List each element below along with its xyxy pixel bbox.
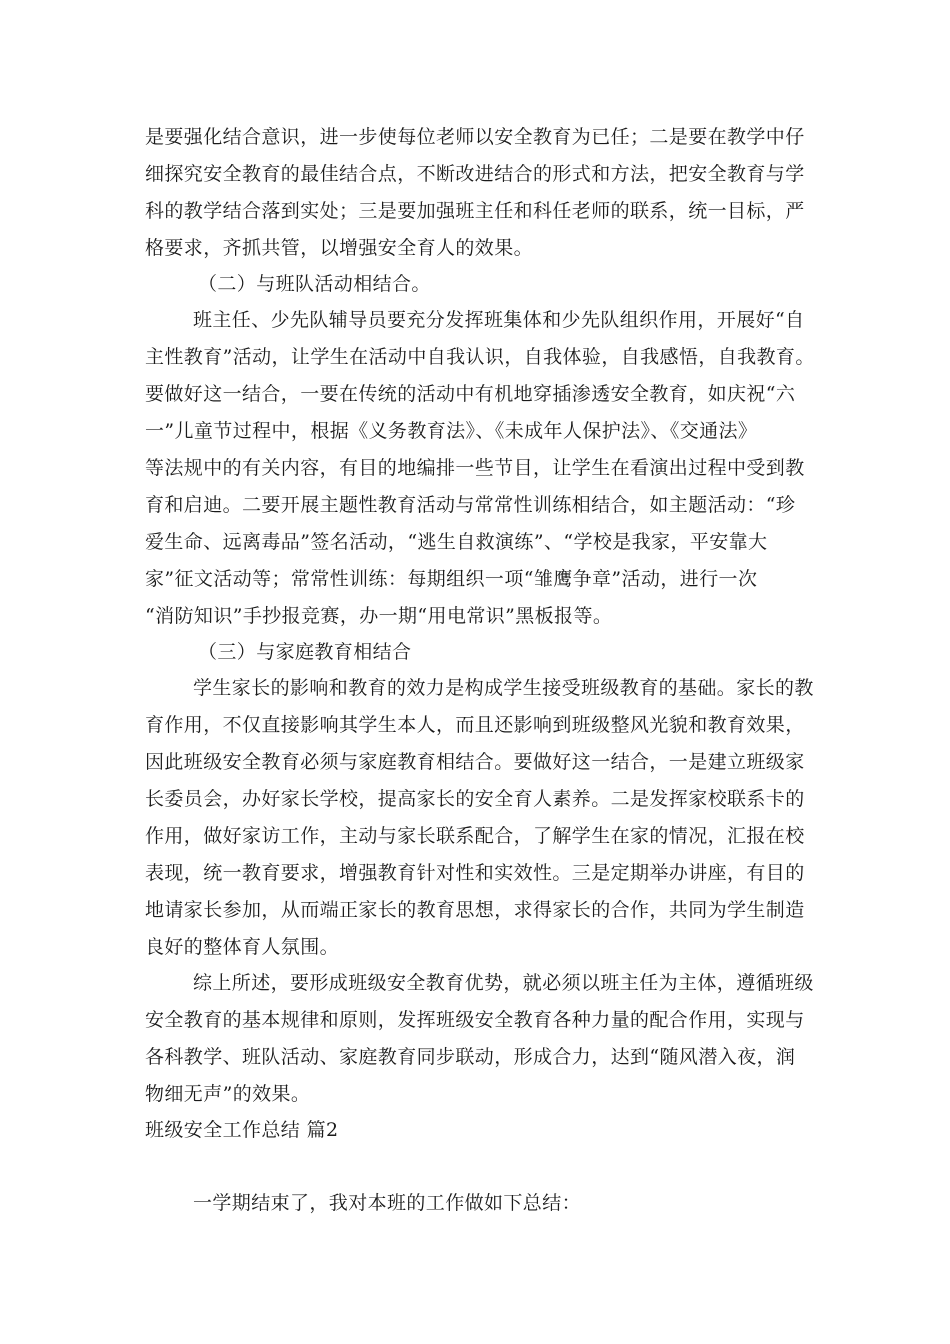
- paragraph-line: 一学期结束了，我对本班的工作做如下总结：: [193, 1192, 582, 1214]
- paragraph-line: 育作用，不仅直接影响其学生本人，而且还影响到班级整风光貌和教育效果，: [145, 714, 805, 736]
- article-title: 班级安全工作总结 篇2: [145, 1119, 339, 1141]
- paragraph-line: 作用，做好家访工作，主动与家长联系配合，了解学生在家的情况，汇报在校: [145, 825, 805, 847]
- paragraph-line: 地请家长参加，从而端正家长的教育思想，求得家长的合作，共同为学生制造: [145, 899, 805, 921]
- paragraph-line: 因此班级安全教育必须与家庭教育相结合。要做好这一结合，一是建立班级家: [145, 751, 805, 773]
- paragraph-line: 长委员会，办好家长学校，提高家长的安全育人素养。二是发挥家校联系卡的: [145, 788, 805, 810]
- paragraph-line: 要做好这一结合，一要在传统的活动中有机地穿插渗透安全教育，如庆祝“六: [145, 383, 796, 405]
- section-heading: （二）与班队活动相结合。: [198, 273, 431, 295]
- paragraph-line: 安全教育的基本规律和原则，发挥班级安全教育各种力量的配合作用，实现与: [145, 1009, 805, 1031]
- paragraph-line: “消防知识”手抄报竞赛，办一期“用电常识”黑板报等。: [145, 605, 613, 627]
- paragraph-line: 各科教学、班队活动、家庭教育同步联动，形成合力，达到“随风潜入夜，润: [145, 1046, 796, 1068]
- paragraph-line: 是要强化结合意识，进一步使每位老师以安全教育为已任；二是要在教学中仔: [145, 126, 805, 148]
- paragraph-line: 育和启迪。二要开展主题性教育活动与常常性训练相结合，如主题活动：“珍: [145, 494, 796, 516]
- paragraph-line: 良好的整体育人氛围。: [145, 936, 340, 958]
- paragraph-line: 综上所述，要形成班级安全教育优势，就必须以班主任为主体，遵循班级: [193, 972, 814, 994]
- paragraph-line: 主性教育”活动，让学生在活动中自我认识，自我体验，自我感悟，自我教育。: [145, 346, 815, 368]
- paragraph-line: 细探究安全教育的最佳结合点，不断改进结合的形式和方法，把安全教育与学: [145, 163, 805, 185]
- paragraph-line: 学生家长的影响和教育的效力是构成学生接受班级教育的基础。家长的教: [193, 677, 814, 699]
- paragraph-line: 班主任、少先队辅导员要充分发挥班集体和少先队组织作用，开展好“自: [193, 309, 805, 331]
- paragraph-line: 等法规中的有关内容，有目的地编排一些节目，让学生在看演出过程中受到教: [145, 457, 805, 479]
- paragraph-line: 物细无声”的效果。: [145, 1083, 311, 1105]
- paragraph-line: 表现，统一教育要求，增强教育针对性和实效性。三是定期举办讲座，有目的: [145, 862, 805, 884]
- paragraph-line: 爱生命、远离毒品”签名活动，“逃生自救演练”、“学校是我家，平安靠大: [145, 531, 768, 553]
- paragraph-line: 家”征文活动等；常常性训练：每期组织一项“雏鹰争章”活动，进行一次: [145, 568, 758, 590]
- paragraph-line: 科的教学结合落到实处；三是要加强班主任和科任老师的联系，统一目标，严: [145, 200, 805, 222]
- paragraph-line: 格要求，齐抓共管，以增强安全育人的效果。: [145, 237, 534, 259]
- paragraph-line: 一”儿童节过程中，根据《义务教育法》、《未成年人保护法》、《交通法》: [145, 420, 758, 442]
- section-heading: （三）与家庭教育相结合: [198, 641, 412, 663]
